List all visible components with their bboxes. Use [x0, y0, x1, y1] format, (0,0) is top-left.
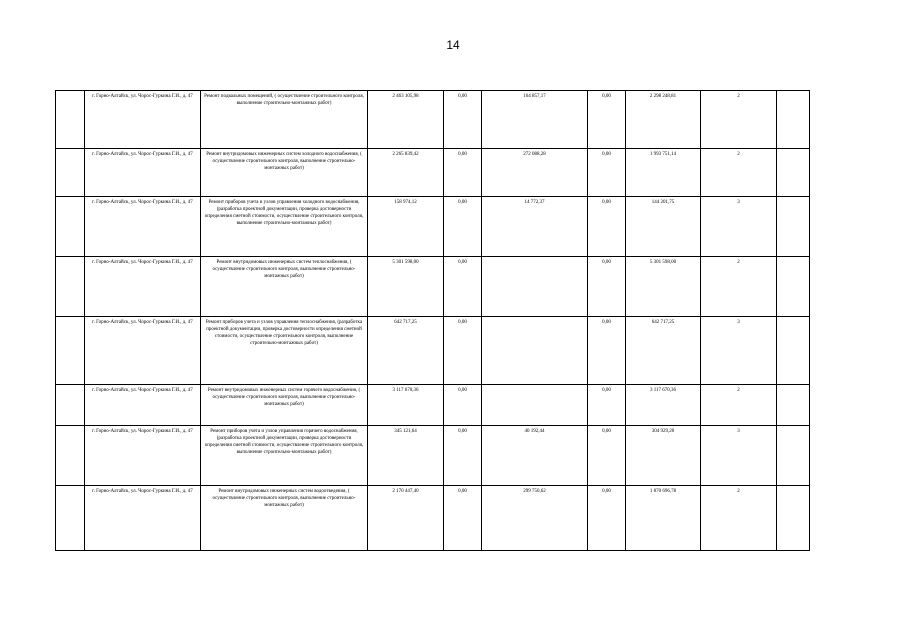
empty-cell — [777, 257, 810, 317]
table-row — [56, 385, 810, 426]
value-cell-4: 144 201,75 — [626, 197, 701, 257]
empty-cell — [777, 426, 810, 486]
value-cell-4: 642 717,25 — [626, 317, 701, 385]
value-cell-4: 304 929,20 — [626, 426, 701, 486]
row-index-cell — [56, 197, 85, 257]
empty-cell — [777, 149, 810, 197]
address-cell: г. Горно-Алтайск, ул. Чорос-Гуркина Г.И., д. 47 — [85, 197, 201, 257]
value-cell-4: 1 870 696,78 — [626, 486, 701, 551]
work-description-cell: Ремонт приборов учета и узлов управления теплоснабжения, (разработка проектной документации, проверка достоверности определения сметной стоимости, осуществление строительного контроля, выполнение строительно-монтажных работ) — [201, 317, 368, 385]
value-cell-1: 0,00 — [444, 426, 482, 486]
value-cell-1: 0,00 — [444, 149, 482, 197]
table-row — [56, 257, 810, 317]
work-description-cell: Ремонт внутридомовых инженерных систем теплоснабжения, ( осуществление строительного контроля, выполнение строительно-монтажных работ) — [201, 257, 368, 317]
table-row — [56, 486, 810, 551]
value-cell-1: 0,00 — [444, 91, 482, 149]
work-description-cell: Ремонт подвальных помещений, ( осуществление строительного контроля, выполнение строительно-монтажных работ) — [201, 91, 368, 149]
row-index-cell — [56, 149, 85, 197]
value-cell-3: 0,00 — [588, 317, 626, 385]
value-cell-5: 3 — [701, 426, 777, 486]
address-cell: г. Горно-Алтайск, ул. Чорос-Гуркина Г.И., д. 47 — [85, 385, 201, 426]
value-cell-3: 0,00 — [588, 426, 626, 486]
address-cell: г. Горно-Алтайск, ул. Чорос-Гуркина Г.И., д. 47 — [85, 91, 201, 149]
row-index-cell — [56, 257, 85, 317]
table-row — [56, 91, 810, 149]
row-index-cell — [56, 385, 85, 426]
value-cell-2: 272 088,28 — [482, 149, 588, 197]
value-cell-3: 0,00 — [588, 257, 626, 317]
value-cell-2: 14 772,37 — [482, 197, 588, 257]
value-cell-2 — [482, 257, 588, 317]
value-cell-5: 2 — [701, 149, 777, 197]
value-cell-5: 2 — [701, 385, 777, 426]
empty-cell — [777, 486, 810, 551]
total-cost-cell: 5 301 598,00 — [368, 257, 444, 317]
work-description-cell: Ремонт приборов учета и узлов управления горячего водоснабжения, (разработка проектной документации, проверка достоверности определения сметной стоимости, осуществление строительного контроля, выполнение строительно-монтажных работ) — [201, 426, 368, 486]
value-cell-4: 5 301 598,00 — [626, 257, 701, 317]
value-cell-2 — [482, 317, 588, 385]
table-row — [56, 426, 810, 486]
value-cell-3: 0,00 — [588, 385, 626, 426]
value-cell-5: 2 — [701, 257, 777, 317]
value-cell-2: 164 857,17 — [482, 91, 588, 149]
total-cost-cell: 3 117 670,36 — [368, 385, 444, 426]
total-cost-cell: 345 121,64 — [368, 426, 444, 486]
value-cell-1: 0,00 — [444, 385, 482, 426]
value-cell-5: 2 — [701, 486, 777, 551]
value-cell-4: 2 298 248,81 — [626, 91, 701, 149]
address-cell: г. Горно-Алтайск, ул. Чорос-Гуркина Г.И., д. 47 — [85, 317, 201, 385]
empty-cell — [777, 317, 810, 385]
work-description-cell: Ремонт внутридомовых инженерных систем горячего водоснабжения, ( осуществление строительного контроля, выполнение строительно-монтажных работ) — [201, 385, 368, 426]
work-description-cell: Ремонт внутридомовых инженерных систем холодного водоснабжения, ( осуществление строительного контроля, выполнение строительно-монтажных работ) — [201, 149, 368, 197]
row-index-cell — [56, 486, 85, 551]
value-cell-5: 3 — [701, 317, 777, 385]
value-cell-3: 0,00 — [588, 197, 626, 257]
address-cell: г. Горно-Алтайск, ул. Чорос-Гуркина Г.И., д. 47 — [85, 149, 201, 197]
total-cost-cell: 2 463 105,98 — [368, 91, 444, 149]
row-index-cell — [56, 91, 85, 149]
value-cell-5: 3 — [701, 197, 777, 257]
value-cell-2 — [482, 385, 588, 426]
work-description-cell: Ремонт приборов учета и узлов управления холодного водоснабжения, (разработка проектной документации, проверка достоверности определения сметной стоимости, осуществление строительного контроля, выполнение строительно-монтажных работ) — [201, 197, 368, 257]
empty-cell — [777, 197, 810, 257]
empty-cell — [777, 385, 810, 426]
table-row — [56, 197, 810, 257]
table-body — [56, 91, 810, 551]
value-cell-2: 40 192,44 — [482, 426, 588, 486]
value-cell-3: 0,00 — [588, 149, 626, 197]
address-cell: г. Горно-Алтайск, ул. Чорос-Гуркина Г.И., д. 47 — [85, 426, 201, 486]
total-cost-cell: 158 974,12 — [368, 197, 444, 257]
total-cost-cell: 2 170 447,40 — [368, 486, 444, 551]
value-cell-4: 1 993 751,14 — [626, 149, 701, 197]
value-cell-2: 299 750,62 — [482, 486, 588, 551]
value-cell-1: 0,00 — [444, 317, 482, 385]
total-cost-cell: 642 717,25 — [368, 317, 444, 385]
table-row — [56, 149, 810, 197]
value-cell-5: 2 — [701, 91, 777, 149]
value-cell-3: 0,00 — [588, 91, 626, 149]
total-cost-cell: 2 265 839,42 — [368, 149, 444, 197]
work-description-cell: Ремонт внутридомовых инженерных систем водоотведения, ( осуществление строительного контроля, выполнение строительно-монтажных работ) — [201, 486, 368, 551]
row-index-cell — [56, 317, 85, 385]
row-index-cell — [56, 426, 85, 486]
value-cell-1: 0,00 — [444, 486, 482, 551]
value-cell-4: 3 117 670,36 — [626, 385, 701, 426]
repair-table — [55, 90, 810, 551]
value-cell-1: 0,00 — [444, 197, 482, 257]
address-cell: г. Горно-Алтайск, ул. Чорос-Гуркина Г.И., д. 47 — [85, 486, 201, 551]
address-cell: г. Горно-Алтайск, ул. Чорос-Гуркина Г.И., д. 47 — [85, 257, 201, 317]
value-cell-1: 0,00 — [444, 257, 482, 317]
table-row — [56, 317, 810, 385]
empty-cell — [777, 91, 810, 149]
page-number: 14 — [446, 38, 460, 52]
value-cell-3: 0,00 — [588, 486, 626, 551]
